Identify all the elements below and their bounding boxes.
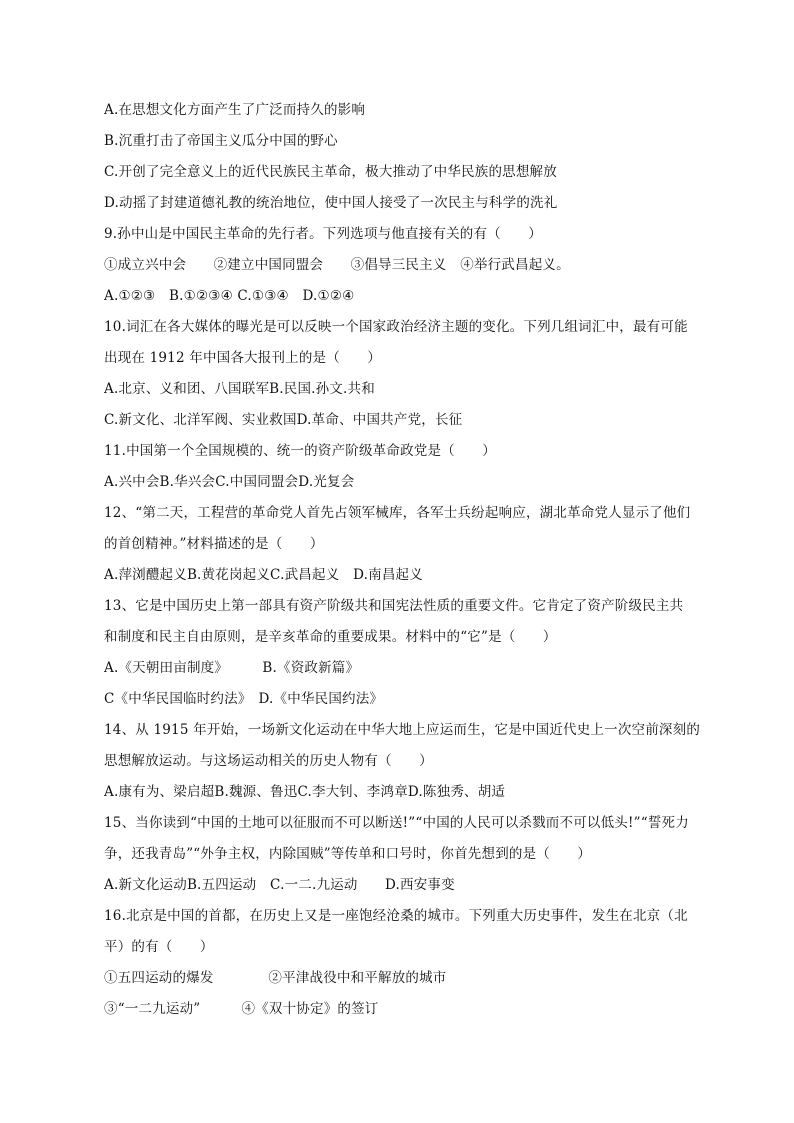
question-10-cont: 出现在 1912 年中国各大报刊上的是（ ） [104, 350, 382, 366]
question-14: 14、从 1915 年开始，一场新文化运动在中华大地上应运而生，它是中国近代史上一次空前深刻的 [104, 722, 701, 738]
question-14-cont: 思想解放运动。与这场运动相关的历史人物有（ ） [104, 753, 433, 769]
option-c-line: C.开创了完全意义上的近代民族民主革命，极大推动了中华民族的思想解放 [104, 164, 557, 180]
option-b-line: B.沉重打击了帝国主义瓜分中国的野心 [104, 133, 338, 149]
question-14-options: A.康有为、梁启超B.魏源、鲁迅C.李大钊、李鸿章D.陈独秀、胡适 [104, 784, 506, 800]
question-15-cont: 争，还我青岛”“外争主权，内除国贼”等传单和口号时，你首先想到的是（ ） [104, 846, 592, 862]
question-16: 16.北京是中国的首都，在历史上又是一座饱经沧桑的城市。下列重大历史事件，发生在北京（北 [104, 908, 688, 924]
question-15: 15、当你读到“中国的土地可以征服而不可以断送!”“中国的人民可以杀戮而不可以低头!”“誓死力 [104, 815, 689, 831]
question-10-options-ab: A.北京、义和团、八国联军B.民国.孙文.共和 [104, 381, 375, 397]
question-10: 10.词汇在各大媒体的曝光是可以反映一个国家政治经济主题的变化。下列几组词汇中，最有可能 [104, 319, 688, 335]
question-9-items: ①成立兴中会 ②建立中国同盟会 ③倡导三民主义 ④举行武昌起义。 [104, 257, 570, 273]
question-13-options-cd: C《中华民国临时约法》 D.《中华民国约法》 [104, 691, 384, 707]
question-16-items-34: ③“一二九运动” ④《双十协定》的签订 [104, 1001, 379, 1017]
option-d-line: D.动摇了封建道德礼教的统治地位，使中国人接受了一次民主与科学的洗礼 [104, 195, 558, 211]
question-16-cont: 平）的有（ ） [104, 939, 214, 955]
question-12-cont: 的首创精神。”材料描述的是（ ） [104, 536, 324, 552]
question-16-items-12: ①五四运动的爆发 ②平津战役中和平解放的城市 [104, 970, 447, 986]
question-11-options: A.兴中会B.华兴会C.中国同盟会D.光复会 [104, 474, 355, 490]
question-13-cont: 和制度和民主自由原则，是辛亥革命的重要成果。材料中的“它”是（ ） [104, 629, 557, 645]
question-12: 12、“第二天，工程营的革命党人首先占领军械库，各军士兵纷起响应，湖北革命党人显示了他们 [104, 505, 691, 521]
question-9: 9.孙中山是中国民主革命的先行者。下列选项与他直接有关的有（ ） [104, 226, 542, 242]
option-a-line: A.在思想文化方面产生了广泛而持久的影响 [104, 102, 366, 118]
question-11: 11.中国第一个全国规模的、统一的资产阶级革命政党是（ ） [104, 443, 496, 459]
question-15-options: A.新文化运动B.五四运动 C.一二.九运动 D.西安事变 [104, 877, 455, 893]
question-13: 13、它是中国历史上第一部具有资产阶级共和国宪法性质的重要文件。它肯定了资产阶级民主共 [104, 598, 684, 614]
question-10-options-cd: C.新文化、北洋军阀、实业救国D.革命、中国共产党，长征 [104, 412, 463, 428]
question-13-options-ab: A.《天朝田亩制度》 B.《资政新篇》 [104, 660, 360, 676]
question-12-options: A.萍浏醴起义B.黄花岗起义C.武昌起义 D.南昌起义 [104, 567, 423, 583]
question-9-options: A.①②③ B.①②③④ C.①③④ D.①②④ [104, 288, 355, 304]
